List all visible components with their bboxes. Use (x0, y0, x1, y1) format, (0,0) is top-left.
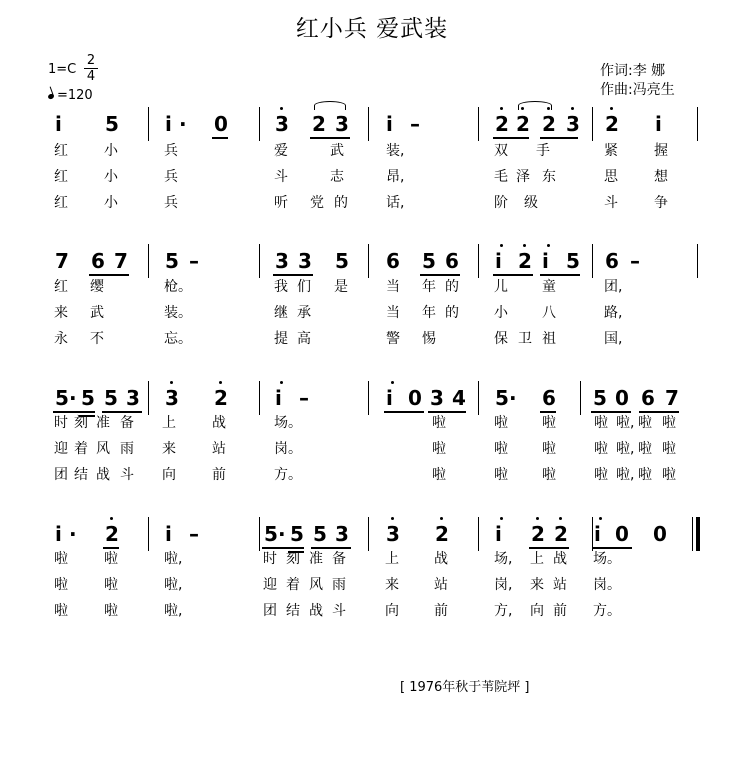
lyric-syllable: 来 (385, 577, 399, 593)
lyric-syllable: 着 (286, 577, 300, 593)
lyric-syllable: 来 (162, 441, 176, 457)
note: 0 (214, 112, 228, 136)
note: i (55, 112, 62, 136)
note: 6 (641, 386, 655, 410)
lyric-syllable: 啦 (494, 441, 508, 457)
lyric-syllable: 毛 (494, 169, 508, 185)
lyric-syllable: 准 (96, 415, 110, 431)
high-dot (559, 517, 562, 520)
barline (478, 107, 479, 141)
lyric-syllable: 战 (212, 415, 226, 431)
note: 3 (335, 112, 349, 136)
dash: – (189, 249, 199, 273)
note: 3 (566, 112, 580, 136)
lyric-syllable: 斗 (120, 467, 134, 483)
lyric-syllable: 红 (54, 143, 68, 159)
note: 6 (386, 249, 400, 273)
high-dot (610, 107, 613, 110)
lyric-syllable: 啦 (638, 415, 652, 431)
high-dot (110, 517, 113, 520)
note: 2 (516, 112, 530, 136)
lyric-syllable: 路, (604, 305, 623, 321)
lyric-syllable: 红 (54, 195, 68, 211)
high-dot (440, 517, 443, 520)
dot-augment: · (179, 112, 187, 136)
high-dot (547, 244, 550, 247)
dot-augment: · (278, 522, 286, 546)
lyric-syllable: 啦 (432, 441, 446, 457)
song-title: 红小兵 爱武装 (295, 16, 449, 42)
lyric-syllable: 啦, (164, 603, 183, 619)
lyric-syllable: 战 (96, 467, 110, 483)
lyric-syllable: 啦 (542, 441, 556, 457)
note: 6 (445, 249, 459, 273)
note: 4 (452, 386, 466, 410)
lyric-syllable: 志 (330, 169, 344, 185)
lyric-syllable: 时 (263, 551, 277, 567)
note: 6 (91, 249, 105, 273)
note: 5 (55, 386, 69, 410)
barline (368, 107, 369, 141)
lyric-syllable: 前 (553, 603, 567, 619)
note: 2 (495, 112, 509, 136)
note: 3 (335, 522, 349, 546)
note: 3 (275, 112, 289, 136)
lyric-syllable: 握 (654, 143, 668, 159)
lyric-syllable: 争 (654, 195, 668, 211)
lyric-syllable: 啦, (616, 441, 635, 457)
note: 3 (386, 522, 400, 546)
dot-augment: · (69, 522, 77, 546)
note: 7 (55, 249, 69, 273)
lyric-syllable: 听 (274, 195, 288, 211)
lyric-syllable: 党 (310, 195, 324, 211)
lyric-syllable: 想 (654, 169, 668, 185)
lyric-syllable: 斗 (274, 169, 288, 185)
dash: – (189, 522, 199, 546)
lyric-syllable: 方。 (593, 603, 621, 619)
high-dot (219, 381, 222, 384)
lyric-syllable: 备 (120, 415, 134, 431)
lyric-syllable: 啦 (494, 415, 508, 431)
dot-augment: · (509, 386, 517, 410)
lyric-syllable: 风 (309, 577, 323, 593)
lyric-syllable: 儿 (494, 279, 508, 295)
barline (148, 381, 149, 415)
high-dot (170, 381, 173, 384)
underline (212, 137, 228, 139)
lyric-syllable: 啦, (164, 577, 183, 593)
lyric-syllable: 小 (104, 169, 118, 185)
barline (148, 517, 149, 551)
lyric-syllable: 向 (162, 467, 176, 483)
barline (259, 244, 260, 278)
note: 5 (104, 386, 118, 410)
lyric-syllable: 小 (104, 195, 118, 211)
barline (368, 244, 369, 278)
lyric-syllable: 我 (274, 279, 288, 295)
note: 7 (114, 249, 128, 273)
lyric-syllable: 八 (542, 305, 556, 321)
underline (384, 411, 424, 413)
lyric-syllable: 来 (54, 305, 68, 321)
lyric-syllable: 啦 (594, 441, 608, 457)
lyric-syllable: 啦 (638, 441, 652, 457)
high-dot (391, 381, 394, 384)
lyric-syllable: 永 (54, 331, 68, 347)
note: 2 (554, 522, 568, 546)
lyric-syllable: 啦 (542, 467, 556, 483)
lyric-syllable: 年 (422, 279, 436, 295)
slur (314, 101, 346, 110)
lyric-syllable: 风 (96, 441, 110, 457)
barline (592, 244, 593, 278)
note: 2 (312, 112, 326, 136)
key-signature: 1=C (48, 62, 77, 77)
lyric-syllable: 惕 (422, 331, 436, 347)
lyric-syllable: 当 (386, 305, 400, 321)
lyric-syllable: 准 (309, 551, 323, 567)
lyric-syllable: 高 (297, 331, 311, 347)
lyric-syllable: 备 (332, 551, 346, 567)
lyric-syllable: 阶 (494, 195, 508, 211)
lyric-syllable: 团 (54, 467, 68, 483)
note: 0 (653, 522, 667, 546)
lyric-syllable: 雨 (120, 441, 134, 457)
lyric-syllable: 昂, (386, 169, 405, 185)
lyric-syllable: 装, (386, 143, 405, 159)
lyric-syllable: 兵 (164, 169, 178, 185)
final-barline (696, 517, 700, 551)
score-system-2 (48, 238, 698, 286)
lyric-syllable: 双 (494, 143, 508, 159)
time-signature-top: 2 (86, 53, 96, 68)
note: i (55, 522, 62, 546)
lyric-syllable: 思 (604, 169, 618, 185)
barline (592, 107, 593, 141)
lyric-syllable: 的 (445, 279, 459, 295)
lyric-syllable: 啦, (164, 551, 183, 567)
lyric-syllable: 小 (104, 143, 118, 159)
composition-note: [ 1976年秋于苇院坪 ] (400, 680, 530, 695)
dot-augment: · (69, 386, 77, 410)
note: 5 (313, 522, 327, 546)
dash: – (299, 386, 309, 410)
underline (493, 137, 529, 139)
lyric-syllable: 啦 (104, 551, 118, 567)
lyric-syllable: 斗 (604, 195, 618, 211)
lyric-syllable: 的 (334, 195, 348, 211)
note: 6 (605, 249, 619, 273)
lyric-syllable: 兵 (164, 143, 178, 159)
lyric-syllable: 缨 (90, 279, 104, 295)
lyric-syllable: 啦 (432, 415, 446, 431)
lyric-syllable: 啦 (432, 467, 446, 483)
barline (478, 381, 479, 415)
underline (310, 137, 350, 139)
lyric-syllable: 来 (530, 577, 544, 593)
underline (540, 137, 578, 139)
lyric-syllable: 啦 (104, 603, 118, 619)
high-dot (391, 517, 394, 520)
note: i (655, 112, 662, 136)
barline (148, 107, 149, 141)
lyric-syllable: 迎 (54, 441, 68, 457)
lyric-syllable: 红 (54, 279, 68, 295)
barline (259, 381, 260, 415)
note: 5 (335, 249, 349, 273)
barline (478, 244, 479, 278)
note: 0 (615, 522, 629, 546)
note: 5 (264, 522, 278, 546)
lyric-syllable: 啦 (638, 467, 652, 483)
note: 5 (290, 522, 304, 546)
lyric-syllable: 啦 (54, 551, 68, 567)
high-dot (599, 517, 602, 520)
lyric-syllable: 方, (494, 603, 513, 619)
note: 3 (298, 249, 312, 273)
barline (697, 244, 698, 278)
lyric-syllable: 站 (553, 577, 567, 593)
lyric-syllable: 刻 (74, 415, 88, 431)
note: 2 (435, 522, 449, 546)
dash: – (410, 112, 420, 136)
lyric-syllable: 东 (542, 169, 556, 185)
barline (368, 517, 369, 551)
lyric-syllable: 红 (54, 169, 68, 185)
high-dot (571, 107, 574, 110)
lyric-syllable: 提 (274, 331, 288, 347)
lyric-syllable: 武 (330, 143, 344, 159)
note: 0 (408, 386, 422, 410)
lyric-syllable: 岗。 (593, 577, 621, 593)
note: 0 (615, 386, 629, 410)
note: 7 (665, 386, 679, 410)
lyric-syllable: 向 (385, 603, 399, 619)
lyric-syllable: 国, (604, 331, 623, 347)
note: 5 (566, 249, 580, 273)
lyric-syllable: 是 (334, 279, 348, 295)
note: 5 (105, 112, 119, 136)
lyric-syllable: 警 (386, 331, 400, 347)
lyric-syllable: 装。 (164, 305, 192, 321)
lyric-syllable: 刻 (286, 551, 300, 567)
lyric-syllable: 啦 (54, 603, 68, 619)
lyric-syllable: 啦 (54, 577, 68, 593)
lyric-syllable: 不 (90, 331, 104, 347)
lyric-syllable: 年 (422, 305, 436, 321)
lyric-syllable: 战 (309, 603, 323, 619)
lyric-syllable: 上 (162, 415, 176, 431)
high-dot (536, 517, 539, 520)
note: 2 (105, 522, 119, 546)
lyric-syllable: 童 (542, 279, 556, 295)
note: 6 (542, 386, 556, 410)
lyric-syllable: 向 (530, 603, 544, 619)
time-signature-bottom: 4 (86, 69, 96, 84)
score-system-1 (48, 101, 698, 149)
tempo-value: =120 (57, 88, 93, 103)
lyric-syllable: 斗 (332, 603, 346, 619)
barline (148, 244, 149, 278)
lyric-syllable: 雨 (332, 577, 346, 593)
lyric-syllable: 场。 (274, 415, 302, 431)
lyric-syllable: 上 (385, 551, 399, 567)
note: i (495, 522, 502, 546)
lyric-syllable: 啦 (542, 415, 556, 431)
note: i (275, 386, 282, 410)
note: 5 (165, 249, 179, 273)
lyric-syllable: 啦 (594, 415, 608, 431)
note: i (594, 522, 601, 546)
note: i (165, 522, 172, 546)
lyric-syllable: 场。 (593, 551, 621, 567)
note: 2 (531, 522, 545, 546)
lyric-syllable: 啦 (494, 467, 508, 483)
lyric-syllable: 岗, (494, 577, 513, 593)
lyric-syllable: 继 (274, 305, 288, 321)
note: i (495, 249, 502, 273)
lyric-syllable: 方。 (274, 467, 302, 483)
high-dot (280, 381, 283, 384)
note: 5 (422, 249, 436, 273)
note: i (386, 112, 393, 136)
lyric-syllable: 啦 (594, 467, 608, 483)
lyric-syllable: 啦, (616, 467, 635, 483)
dash: – (630, 249, 640, 273)
barline (478, 517, 479, 551)
note: 3 (126, 386, 140, 410)
lyric-syllable: 团, (604, 279, 623, 295)
lyric-syllable: 枪。 (164, 279, 192, 295)
lyric-syllable: 站 (212, 441, 226, 457)
high-dot (500, 244, 503, 247)
lyric-syllable: 紧 (604, 143, 618, 159)
slur (518, 101, 552, 110)
lyric-syllable: 祖 (542, 331, 556, 347)
lyric-syllable: 武 (90, 305, 104, 321)
note: 2 (542, 112, 556, 136)
lyric-syllable: 着 (74, 441, 88, 457)
lyric-syllable: 们 (297, 279, 311, 295)
barline (368, 381, 369, 415)
lyric-syllable: 当 (386, 279, 400, 295)
note: 5 (593, 386, 607, 410)
composer-credit: 作曲:冯亮生 (600, 82, 675, 98)
note: i (165, 112, 172, 136)
lyric-syllable: 时 (54, 415, 68, 431)
lyric-syllable: 结 (286, 603, 300, 619)
note: 5 (495, 386, 509, 410)
high-dot (280, 107, 283, 110)
high-dot (500, 517, 503, 520)
note: i (386, 386, 393, 410)
lyric-syllable: 前 (212, 467, 226, 483)
lyric-syllable: 手 (536, 143, 550, 159)
high-dot (523, 244, 526, 247)
barline (580, 381, 581, 415)
note: i (542, 249, 549, 273)
high-dot (500, 107, 503, 110)
time-signature (84, 53, 98, 84)
note: 5 (81, 386, 95, 410)
lyric-syllable: 战 (434, 551, 448, 567)
note: 3 (275, 249, 289, 273)
note: 3 (165, 386, 179, 410)
lyric-syllable: 忘。 (164, 331, 192, 347)
lyric-syllable: 啦, (616, 415, 635, 431)
lyric-syllable: 爱 (274, 143, 288, 159)
note: 2 (214, 386, 228, 410)
note: 3 (430, 386, 444, 410)
barline (697, 107, 698, 141)
note: 2 (605, 112, 619, 136)
lyric-syllable: 上 (530, 551, 544, 567)
lyric-syllable: 小 (494, 305, 508, 321)
lyric-syllable: 啦 (662, 415, 676, 431)
lyric-syllable: 站 (434, 577, 448, 593)
lyric-syllable: 泽 (516, 169, 530, 185)
lyricist-credit: 作词:李 娜 (600, 63, 666, 79)
note: 2 (518, 249, 532, 273)
lyric-syllable: 卫 (518, 331, 532, 347)
barline (592, 517, 593, 551)
lyric-syllable: 啦 (662, 467, 676, 483)
lyric-syllable: 团 (263, 603, 277, 619)
lyric-syllable: 保 (494, 331, 508, 347)
lyric-syllable: 承 (297, 305, 311, 321)
lyric-syllable: 场, (494, 551, 513, 567)
lyric-syllable: 结 (74, 467, 88, 483)
lyric-syllable: 战 (553, 551, 567, 567)
barline (259, 517, 260, 551)
barline (259, 107, 260, 141)
lyric-syllable: 级 (524, 195, 538, 211)
lyric-syllable: 啦 (662, 441, 676, 457)
barline (692, 517, 693, 551)
lyric-syllable: 岗。 (274, 441, 302, 457)
quarter-note-icon (47, 93, 54, 100)
lyric-syllable: 兵 (164, 195, 178, 211)
lyric-syllable: 前 (434, 603, 448, 619)
lyric-syllable: 迎 (263, 577, 277, 593)
lyric-syllable: 的 (445, 305, 459, 321)
lyric-syllable: 话, (386, 195, 405, 211)
lyric-syllable: 啦 (104, 577, 118, 593)
